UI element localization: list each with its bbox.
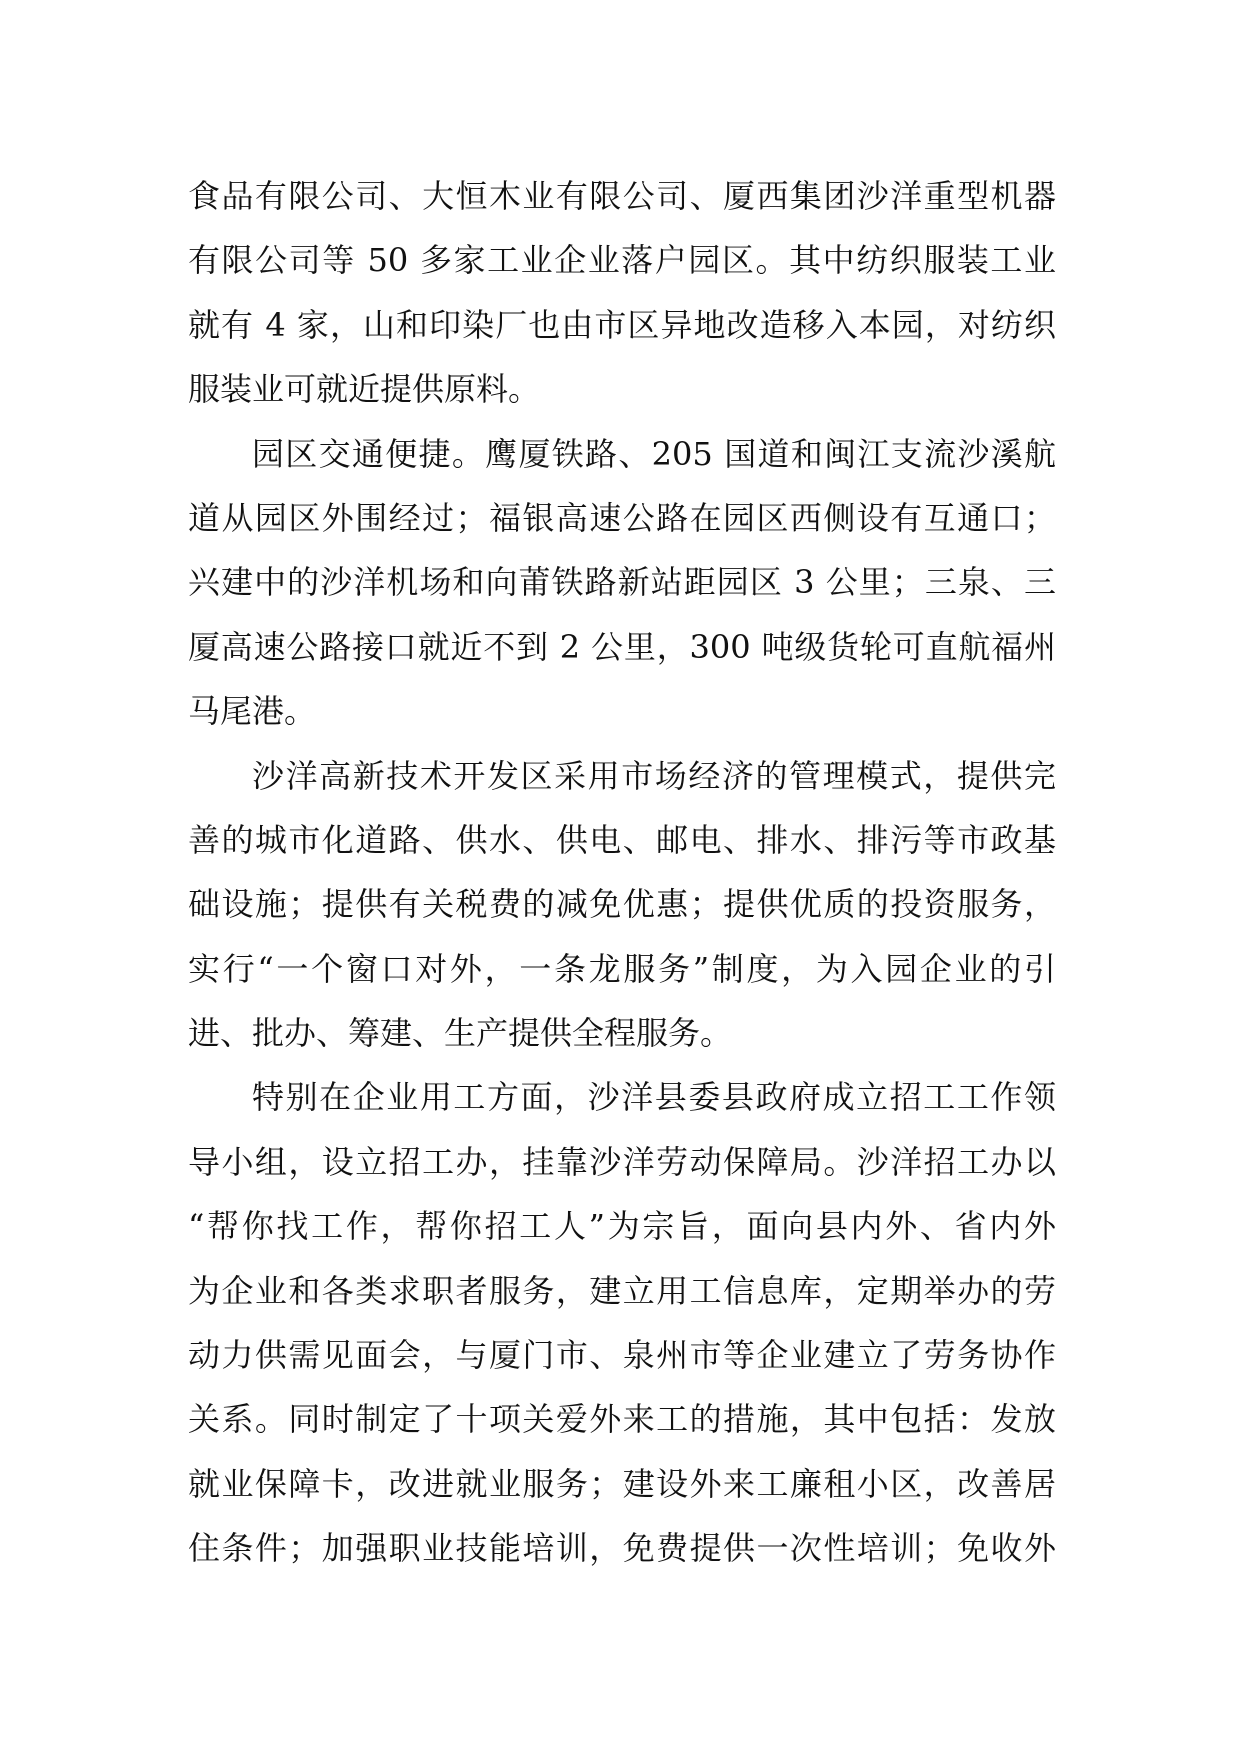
text-line: 关系。同时制定了十项关爱外来工的措施，其中包括：发放 xyxy=(188,1400,1056,1439)
paragraph-3 xyxy=(188,744,1056,1066)
text-line: 特别在企业用工方面，沙洋县委县政府成立招工工作领 xyxy=(252,1078,1056,1117)
text-line: 兴建中的沙洋机场和向莆铁路新站距园区 3 公里；三泉、三 xyxy=(188,563,1056,602)
document-body xyxy=(188,164,1056,1581)
text-line: 服装业可就近提供原料。 xyxy=(188,370,541,409)
text-line: 动力供需见面会，与厦门市、泉州市等企业建立了劳务协作 xyxy=(188,1336,1056,1375)
paragraph-1 xyxy=(188,164,1056,422)
text-line: 园区交通便捷。鹰厦铁路、205 国道和闽江支流沙溪航 xyxy=(252,434,1056,473)
text-line: 为企业和各类求职者服务，建立用工信息库，定期举办的劳 xyxy=(188,1271,1056,1310)
text-line: 善的城市化道路、供水、供电、邮电、排水、排污等市政基 xyxy=(188,820,1056,859)
text-line: “帮你找工作，帮你招工人”为宗旨，面向县内外、省内外 xyxy=(188,1207,1056,1246)
text-line: 道从园区外围经过；福银高速公路在园区西侧设有互通口； xyxy=(188,498,1056,537)
text-line: 食品有限公司、大恒木业有限公司、厦西集团沙洋重型机器 xyxy=(188,177,1056,215)
text-line: 沙洋高新技术开发区采用市场经济的管理模式，提供完 xyxy=(252,756,1056,795)
text-line: 住条件；加强职业技能培训，免费提供一次性培训；免收外 xyxy=(188,1529,1056,1568)
text-line: 实行“一个窗口对外，一条龙服务”制度，为入园企业的引 xyxy=(188,949,1056,988)
text-line: 就有 4 家，山和印染厂也由市区异地改造移入本园，对纺织 xyxy=(188,305,1056,344)
text-line: 马尾港。 xyxy=(188,692,317,731)
text-line: 有限公司等 50 多家工业企业落户园区。其中纺织服装工业 xyxy=(188,241,1056,280)
text-line: 就业保障卡，改进就业服务；建设外来工廉租小区，改善居 xyxy=(188,1464,1056,1503)
paragraph-4 xyxy=(188,1065,1056,1580)
text-line: 厦高速公路接口就近不到 2 公里，300 吨级货轮可直航福州 xyxy=(188,627,1056,666)
text-line: 础设施；提供有关税费的减免优惠；提供优质的投资服务， xyxy=(188,885,1056,924)
paragraph-2 xyxy=(188,422,1056,744)
text-line: 导小组，设立招工办，挂靠沙洋劳动保障局。沙洋招工办以 xyxy=(188,1142,1056,1181)
text-line: 进、批办、筹建、生产提供全程服务。 xyxy=(188,1014,733,1053)
